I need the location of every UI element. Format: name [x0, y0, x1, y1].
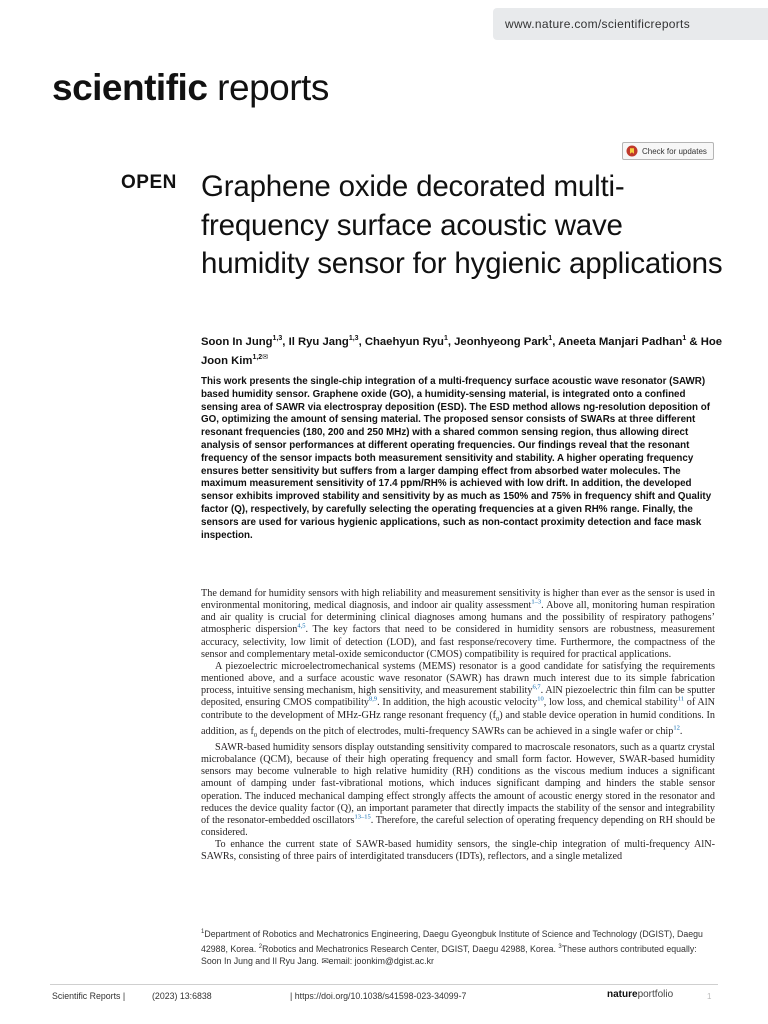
abstract-text: This work presents the single-chip integration of a multi-frequency surface acoustic wave resonator (SAWR) based humidity sensor. Graphene oxide (GO), a humidity-sensing material, is integrated onto a confined sensing area of SAWR via electrospray deposition (ESD). The ESD method allows ng-resolution deposition of GO, optimizing the amount of sensing material. The proposed sensor consists of SWARs at three different resonant frequencies (180, 200 and 250 MHz) with a shared common sensing region, thus allowing direct analysis of sensor performances at different operating frequencies. Our findings reveal that the resonant frequency of the sensor impacts both measurement sensitivity and stability. A higher operating frequency ensures better sensitivity but suffers from a larger damping effect from absorbed water molecules. The maximum measurement sensitivity of 17.4 ppm/RH% is achieved with low drift. In addition, the developed sensor exhibits improved stability and sensitivity by as much as 150% and 75% in frequency shift and Quality factor (Q), respectively, by carefully selecting the operating frequencies at a given RH% range. Finally, the sensors are used for various hygienic applications, such as non-contact proximity detection and face mask inspection. — [201, 376, 712, 541]
open-access-label: OPEN — [121, 172, 177, 193]
paragraph-2: A piezoelectric microelectromechanical systems (MEMS) resonator is a good candidate for satisfying the requirements mentioned above, and a surface acoustic wave resonator (SAWR) has drawn much interest due to its simple fabrication process, intuitive sensing mechanism, high sensitivity, and measurement stability$^{6,7}$. AlN piezoelectric thin film can be sputter deposited, ensuring CMOS compatibility$^{8,9}$. In addition, the high acoustic velocity$^{10}$, low loss, and chemical stability$^{11}$ of AlN contribute to the development of MHz-GHz range resonant frequency $(f_0)$ and stable device operation in humid conditions. In addition, as $f_0$ depends on the pitch of electrodes, multi-frequency SAWRs can be achieved in a single wafer or chip$^{12}$. — [201, 660, 716, 739]
author-list — [201, 331, 726, 369]
check-updates-label: Check for updates — [642, 146, 707, 156]
paragraph-3: SAWR-based humidity sensors display outstanding sensitivity compared to macroscale resonators, such as a quartz crystal microbalance (QCM), because of their high operating frequency and small form factor. However, SWAR-based humidity sensors may become vulnerable to high relative humidity (RH) conditions as the viscous medium induces a significant amount of damping under fast-vibrational motions, which induces significant damping and hinders the stable sensor operation. The induced mechanical damping effect strongly affects the amount of acoustic energy stored in the resonator and reduces the device quality factor (Q), an important parameter that directly impacts the stability of the sensor and integrability of the resonator-embedded oscillators$^{13-15}$. Therefore, the careful selection of operating frequency depending on RH should be considered. — [201, 741, 715, 839]
page-number: 1 — [707, 992, 712, 1001]
author-affiliation-marker: 1 — [443, 335, 448, 342]
author-name[interactable]: Hoe Joon Kim — [201, 335, 723, 367]
abstract — [201, 376, 716, 542]
footer-volume: (2023) 13:6838 — [152, 991, 212, 1001]
author-separator: , — [358, 335, 365, 348]
citation-link[interactable]: 10 — [537, 696, 544, 704]
author-name[interactable]: Soon In Jung — [201, 335, 273, 348]
author-name[interactable]: Chaehyun Ryu — [364, 335, 444, 348]
author-affiliation-marker: 1,3 — [272, 335, 283, 342]
citation-link[interactable]: 6,7 — [532, 683, 541, 691]
citation-link[interactable]: 13–15 — [354, 813, 371, 821]
citation-link[interactable]: 1–3 — [531, 598, 542, 606]
check-updates-badge-icon — [626, 145, 638, 157]
author-name[interactable]: Il Ryu Jang — [288, 335, 349, 348]
paragraph-4: To enhance the current state of SAWR-based humidity sensors, the single-chip integration of multi-frequency AlN-SAWRs, consisting of three pairs of interdigitated transducers (IDTs), reflectors, and a single metalized — [201, 839, 715, 863]
journal-logo-bold: scientific — [52, 67, 208, 108]
journal-url[interactable]: www.nature.com/scientificreports — [493, 8, 768, 40]
paragraph-1: The demand for humidity sensors with high reliability and measurement sensitivity is higher than ever as the sensor is used in environmental monitoring, medical diagnosis, and indoor air quality assessment$^{1-3}$. Above all, monitoring human respiration and air quality is crucial for determining clinical diagnoses among humans and the possibility of respiratory pathogens’ atmospheric dispersion$^{4,5}$. The key factors that need to be considered in humidity sensors are robustness, measurement accuracy, selectivity, low limit of detection (LOD), and fast response/recovery time. Furthermore, the compactness of the sensor and complementary metal-oxide semiconductor (CMOS) compatibility is required for practical applications. — [201, 588, 715, 660]
affiliations: $^1$Department of Robotics and Mechatronics Engineering, Daegu Gyeongbuk Institute of Science and Technology (DGIST), Daegu 42988, Korea. $^2$Robotics and Mechatronics Research Center, DGIST, Daegu 42988, Korea. $^3$These authors contributed equally: Soon In Jung and Il Ryu Jang. ✉email: joonkim@dgist.ac.kr — [201, 928, 703, 967]
author-name[interactable]: Jeonhyeong Park — [454, 335, 549, 348]
author-name[interactable]: Aneeta Manjari Padhan — [558, 335, 683, 348]
author-affiliation-marker: 1 — [682, 335, 687, 342]
article-title: Graphene oxide decorated multi-frequency surface acoustic wave humidity sensor for hygienic applications — [201, 170, 723, 280]
author-affiliation-marker: 1,2✉ — [252, 353, 269, 361]
author-separator: & — [686, 335, 701, 348]
citation-link[interactable]: 12 — [673, 724, 680, 732]
author-separator: , — [282, 335, 289, 348]
footer-doi-link[interactable]: | https://doi.org/10.1038/s41598-023-34099-7 — [290, 991, 467, 1001]
corresponding-email-link[interactable]: ✉email: joonkim@dgist.ac.kr — [321, 956, 434, 967]
citation-link[interactable]: 8,9 — [369, 696, 378, 704]
nature-portfolio-logo: natureportfolio — [607, 989, 674, 1000]
check-for-updates-button[interactable] — [622, 142, 714, 160]
author-separator: , — [447, 335, 455, 348]
author-separator: , — [552, 335, 559, 348]
footer-divider — [50, 984, 718, 985]
citation-link[interactable]: 11 — [677, 696, 685, 704]
article-body — [201, 588, 715, 864]
author-affiliation-marker: 1 — [548, 335, 553, 342]
journal-logo-light: reports — [207, 67, 329, 108]
journal-logo[interactable] — [52, 66, 329, 110]
author-affiliation-marker: 1,3 — [348, 335, 359, 342]
citation-link[interactable]: 4,5 — [297, 623, 306, 631]
footer-journal: Scientific Reports | — [52, 991, 126, 1001]
